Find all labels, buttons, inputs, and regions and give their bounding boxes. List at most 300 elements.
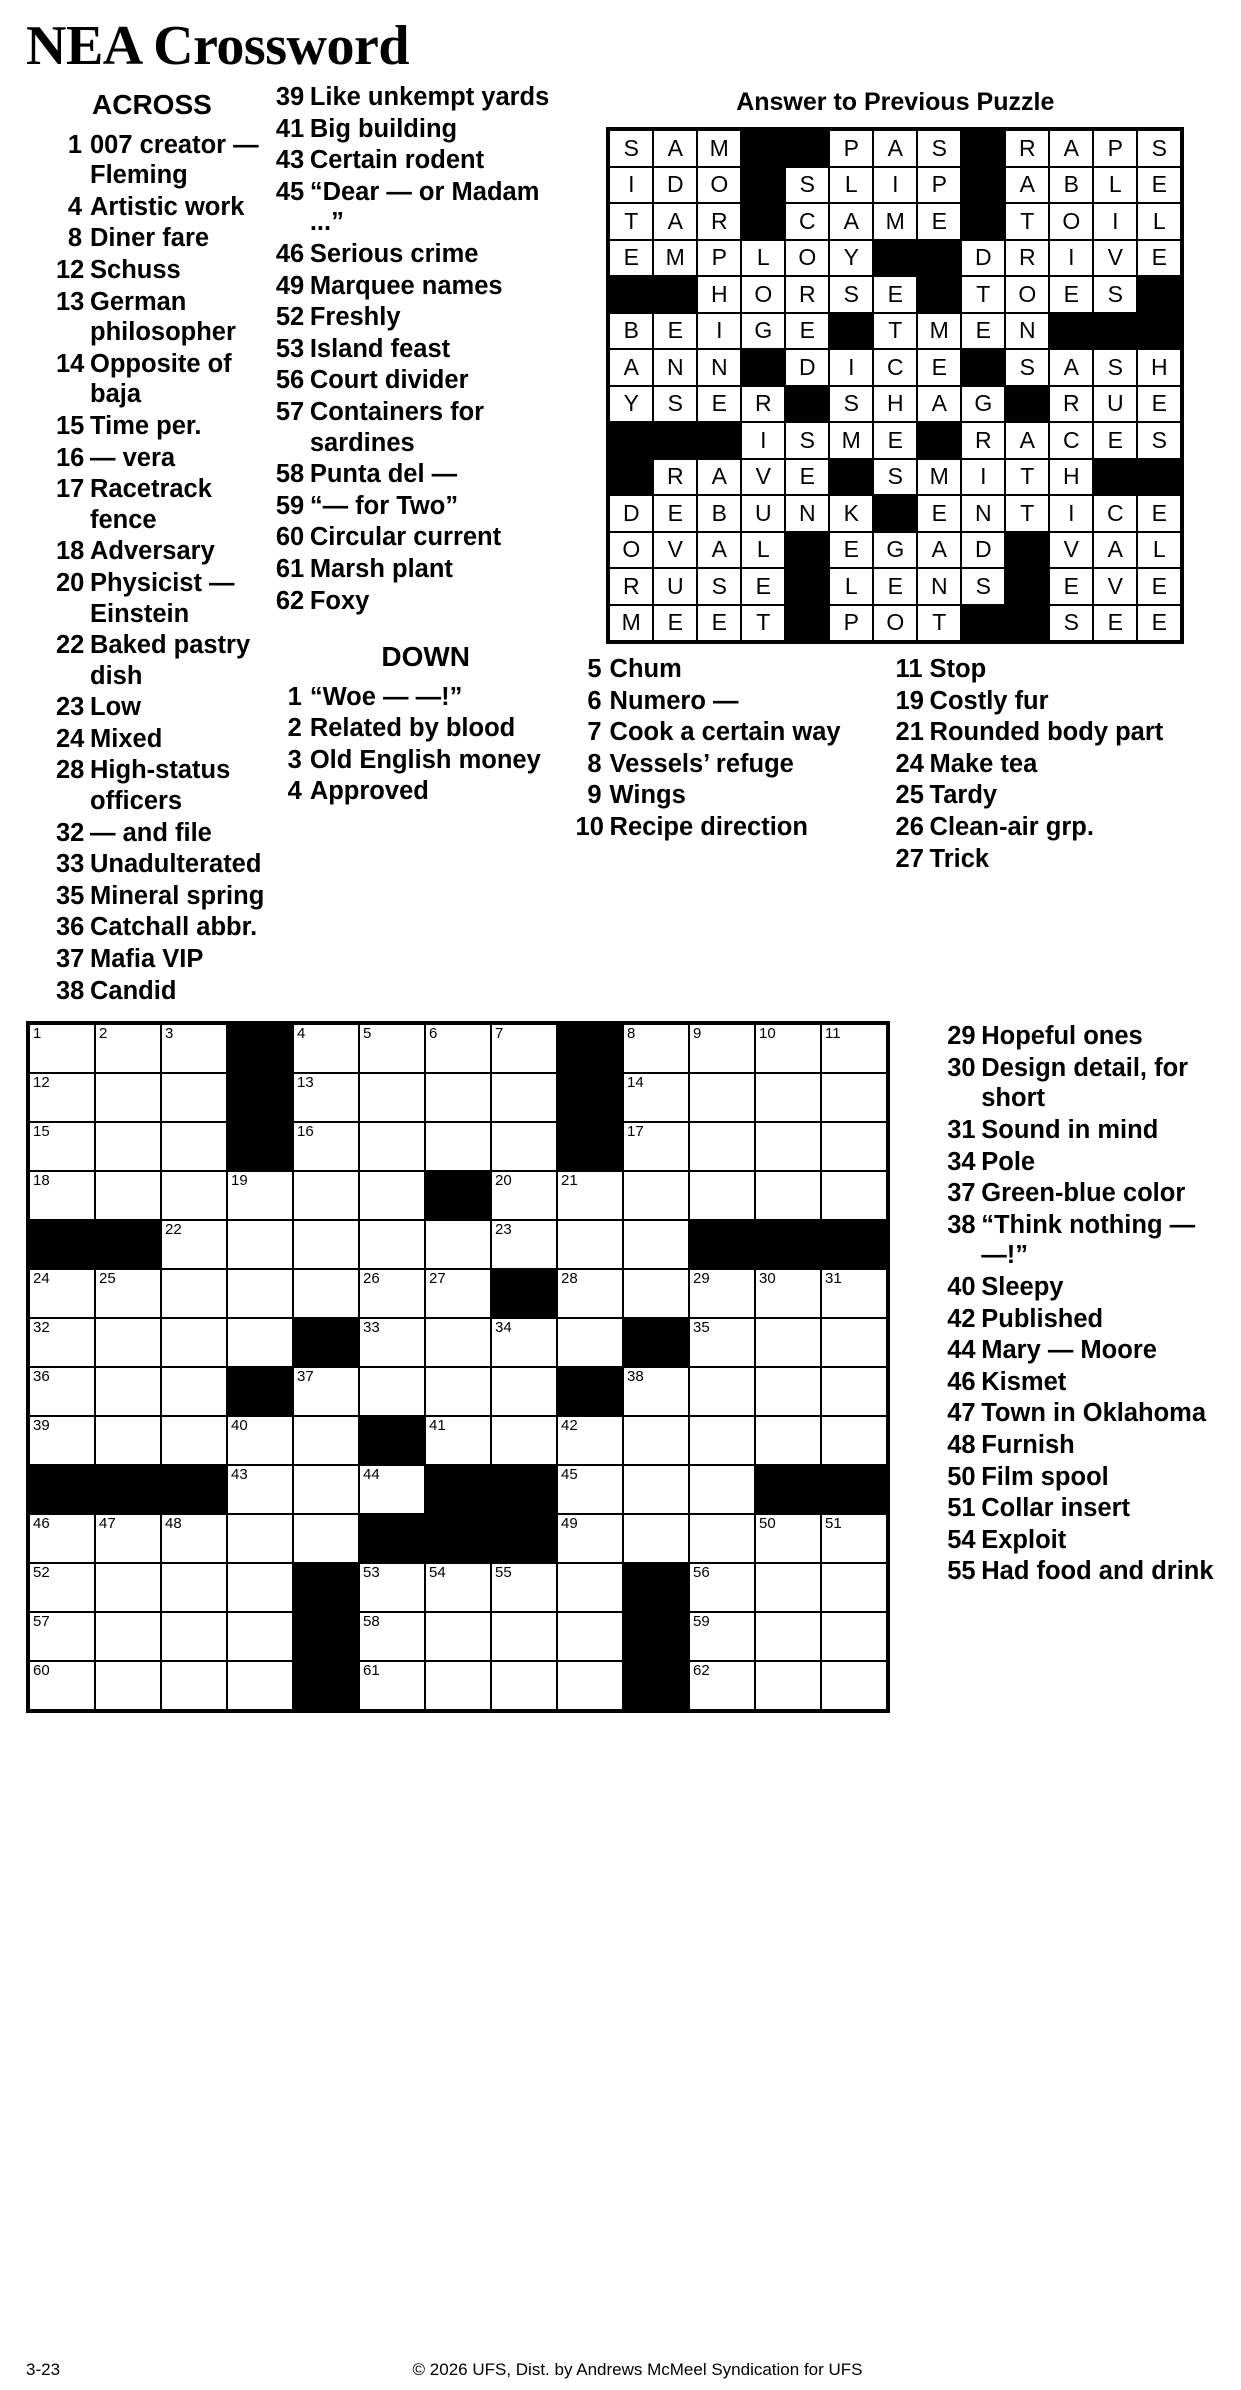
answer-letter-cell: O [873, 605, 917, 642]
puzzle-cell[interactable] [161, 1514, 227, 1563]
puzzle-cell[interactable] [95, 1318, 161, 1367]
puzzle-cell[interactable] [755, 1171, 821, 1220]
puzzle-cell[interactable] [425, 1367, 491, 1416]
puzzle-cell[interactable] [359, 1465, 425, 1514]
puzzle-cell[interactable] [623, 1367, 689, 1416]
clue-number: 39 [275, 83, 305, 111]
puzzle-cell[interactable] [29, 1661, 95, 1710]
puzzle-cell[interactable] [29, 1122, 95, 1171]
clue-text: Numero — [609, 686, 739, 715]
puzzle-cell[interactable] [425, 1073, 491, 1122]
puzzle-cell-number: 17 [627, 1123, 644, 1141]
answer-block-cell [1005, 532, 1049, 569]
puzzle-cell[interactable] [227, 1514, 293, 1563]
puzzle-cell[interactable] [491, 1073, 557, 1122]
answer-letter-cell: H [1049, 459, 1093, 496]
puzzle-cell[interactable] [491, 1612, 557, 1661]
puzzle-cell[interactable] [755, 1612, 821, 1661]
puzzle-cell-number: 47 [99, 1515, 116, 1533]
puzzle-block-cell [359, 1416, 425, 1465]
puzzle-cell-number: 26 [363, 1270, 380, 1288]
answer-letter-cell: E [1093, 605, 1137, 642]
puzzle-cell[interactable] [821, 1171, 887, 1220]
puzzle-cell[interactable] [689, 1465, 755, 1514]
puzzle-cell[interactable] [29, 1073, 95, 1122]
across-heading: ACROSS [92, 89, 212, 120]
puzzle-cell[interactable] [29, 1269, 95, 1318]
puzzle-cell[interactable] [623, 1024, 689, 1073]
puzzle-cell[interactable] [755, 1318, 821, 1367]
clue-item [276, 302, 576, 333]
puzzle-cell[interactable] [95, 1563, 161, 1612]
clue-number: 34 [947, 1147, 976, 1176]
puzzle-cell[interactable] [29, 1367, 95, 1416]
puzzle-cell[interactable] [755, 1269, 821, 1318]
puzzle-cell[interactable] [689, 1416, 755, 1465]
puzzle-cell[interactable] [557, 1220, 623, 1269]
answer-block-cell [1093, 313, 1137, 350]
down-clues-column-3-bottom [925, 1021, 1215, 1588]
puzzle-cell[interactable] [425, 1563, 491, 1612]
answer-letter-cell: S [1137, 130, 1181, 167]
answer-heading: Answer to Previous Puzzle [736, 88, 1055, 116]
clue-text: Big building [309, 114, 458, 143]
clue-number: 38 [56, 976, 85, 1005]
clue-number: 7 [587, 718, 602, 747]
answer-letter-cell: A [1049, 130, 1093, 167]
answer-block-cell [917, 240, 961, 277]
clue-item [947, 1493, 1215, 1524]
clue-number: 26 [895, 812, 924, 841]
puzzle-cell[interactable] [95, 1367, 161, 1416]
answer-letter-cell: N [697, 349, 741, 386]
puzzle-cell[interactable] [95, 1073, 161, 1122]
clue-number: 23 [56, 693, 85, 722]
puzzle-cell[interactable] [425, 1024, 491, 1073]
answer-letter-cell: I [873, 167, 917, 204]
puzzle-block-cell [425, 1514, 491, 1563]
puzzle-cell-number: 22 [165, 1221, 182, 1239]
clue-text: Mafia VIP [90, 945, 204, 974]
clue-item [896, 654, 1176, 685]
puzzle-cell[interactable] [29, 1612, 95, 1661]
puzzle-cell[interactable] [227, 1171, 293, 1220]
answer-letter-cell: I [697, 313, 741, 350]
puzzle-cell[interactable] [161, 1318, 227, 1367]
puzzle-cell[interactable] [359, 1367, 425, 1416]
puzzle-cell[interactable] [689, 1024, 755, 1073]
puzzle-cell[interactable] [95, 1514, 161, 1563]
puzzle-cell[interactable] [755, 1367, 821, 1416]
answer-letter-cell: V [1093, 240, 1137, 277]
puzzle-cell[interactable] [557, 1269, 623, 1318]
puzzle-cell-number: 39 [33, 1417, 50, 1435]
puzzle-cell[interactable] [821, 1122, 887, 1171]
puzzle-cell[interactable] [755, 1073, 821, 1122]
puzzle-cell[interactable] [293, 1073, 359, 1122]
puzzle-cell[interactable] [227, 1465, 293, 1514]
clue-number: 33 [56, 850, 85, 879]
puzzle-cell[interactable] [755, 1514, 821, 1563]
puzzle-cell[interactable] [227, 1318, 293, 1367]
puzzle-cell[interactable] [623, 1269, 689, 1318]
puzzle-cell[interactable] [293, 1416, 359, 1465]
puzzle-cell[interactable] [689, 1073, 755, 1122]
puzzle-cell[interactable] [293, 1465, 359, 1514]
answer-letter-cell: E [917, 495, 961, 532]
clue-text: Kismet [981, 1367, 1067, 1396]
puzzle-cell[interactable] [557, 1514, 623, 1563]
clue-text: “Think nothing — —!” [981, 1210, 1196, 1270]
puzzle-cell[interactable] [359, 1073, 425, 1122]
puzzle-cell[interactable] [161, 1220, 227, 1269]
puzzle-cell[interactable] [689, 1661, 755, 1710]
puzzle-cell[interactable] [95, 1122, 161, 1171]
puzzle-cell[interactable] [425, 1220, 491, 1269]
clue-number: 17 [56, 475, 85, 504]
puzzle-cell[interactable] [29, 1514, 95, 1563]
puzzle-block-cell [491, 1269, 557, 1318]
puzzle-cell[interactable] [95, 1269, 161, 1318]
puzzle-cell[interactable] [689, 1612, 755, 1661]
clue-text: Had food and drink [981, 1557, 1214, 1586]
puzzle-cell-number: 49 [561, 1515, 578, 1533]
puzzle-cell-number: 54 [429, 1564, 446, 1582]
clue-text: Serious crime [309, 239, 479, 268]
answer-letter-cell: L [1137, 532, 1181, 569]
clue-number: 37 [56, 945, 85, 974]
answer-block-cell [741, 167, 785, 204]
clue-text: Collar insert [981, 1494, 1131, 1523]
puzzle-cell[interactable] [689, 1367, 755, 1416]
answer-letter-cell: P [829, 605, 873, 642]
clue-number: 54 [947, 1525, 976, 1554]
puzzle-cell[interactable] [491, 1122, 557, 1171]
puzzle-block-cell [557, 1024, 623, 1073]
clue-text: Town in Oklahoma [981, 1399, 1207, 1428]
puzzle-cell[interactable] [95, 1416, 161, 1465]
puzzle-cell-number: 2 [99, 1025, 108, 1043]
puzzle-cell-number: 50 [759, 1515, 776, 1533]
clue-text: Green-blue color [981, 1179, 1186, 1208]
answer-block-cell [1005, 605, 1049, 642]
answer-block-cell [741, 203, 785, 240]
puzzle-cell[interactable] [491, 1024, 557, 1073]
clue-item [56, 443, 276, 474]
puzzle-cell[interactable] [293, 1514, 359, 1563]
puzzle-cell[interactable] [161, 1122, 227, 1171]
answer-letter-cell: L [741, 532, 785, 569]
clue-item [947, 1053, 1215, 1114]
answer-letter-cell: E [873, 422, 917, 459]
puzzle-cell-number: 13 [297, 1074, 314, 1092]
puzzle-grid[interactable] [26, 1021, 890, 1713]
clue-item [947, 1021, 1215, 1052]
puzzle-cell-number: 38 [627, 1368, 644, 1386]
clue-number: 29 [947, 1022, 976, 1051]
puzzle-cell[interactable] [161, 1269, 227, 1318]
answer-letter-cell: M [917, 313, 961, 350]
puzzle-cell[interactable] [821, 1024, 887, 1073]
puzzle-cell[interactable] [623, 1073, 689, 1122]
clue-text: Recipe direction [609, 812, 808, 841]
puzzle-cell[interactable] [491, 1416, 557, 1465]
puzzle-cell-number: 7 [495, 1025, 504, 1043]
clue-item [56, 849, 276, 880]
puzzle-cell[interactable] [821, 1563, 887, 1612]
puzzle-cell[interactable] [623, 1514, 689, 1563]
puzzle-cell[interactable] [755, 1563, 821, 1612]
puzzle-cell[interactable] [821, 1073, 887, 1122]
clue-number: 1 [67, 130, 82, 159]
clue-number: 46 [275, 239, 305, 268]
clue-item [947, 1398, 1215, 1429]
puzzle-cell[interactable] [557, 1661, 623, 1710]
puzzle-cell[interactable] [689, 1269, 755, 1318]
puzzle-cell[interactable] [623, 1171, 689, 1220]
answer-letter-cell: A [1005, 167, 1049, 204]
puzzle-block-cell [491, 1514, 557, 1563]
answer-letter-cell: M [697, 130, 741, 167]
puzzle-cell-number: 5 [363, 1025, 372, 1043]
answer-letter-cell: D [785, 349, 829, 386]
puzzle-cell[interactable] [623, 1220, 689, 1269]
puzzle-block-cell [161, 1465, 227, 1514]
puzzle-cell[interactable] [161, 1612, 227, 1661]
puzzle-block-cell [821, 1220, 887, 1269]
puzzle-cell[interactable] [359, 1612, 425, 1661]
puzzle-cell[interactable] [821, 1269, 887, 1318]
answer-letter-cell: A [917, 532, 961, 569]
puzzle-cell[interactable] [755, 1122, 821, 1171]
answer-letter-cell: N [961, 495, 1005, 532]
clue-number: 20 [56, 568, 85, 597]
clue-text: Court divider [309, 366, 469, 395]
puzzle-cell-number: 33 [363, 1319, 380, 1337]
puzzle-cell[interactable] [161, 1563, 227, 1612]
answer-letter-cell: S [697, 568, 741, 605]
puzzle-cell[interactable] [557, 1416, 623, 1465]
puzzle-block-cell [623, 1612, 689, 1661]
puzzle-cell[interactable] [95, 1171, 161, 1220]
clue-number: 24 [895, 749, 924, 778]
puzzle-cell[interactable] [29, 1171, 95, 1220]
puzzle-cell[interactable] [557, 1563, 623, 1612]
puzzle-cell[interactable] [821, 1367, 887, 1416]
clue-item [276, 334, 576, 365]
puzzle-cell[interactable] [689, 1171, 755, 1220]
puzzle-cell[interactable] [821, 1318, 887, 1367]
clue-text: Physicist — Einstein [90, 568, 235, 628]
clue-number: 6 [587, 686, 602, 715]
answer-block-cell [917, 422, 961, 459]
clue-number: 38 [947, 1210, 976, 1239]
puzzle-cell[interactable] [161, 1661, 227, 1710]
puzzle-cell[interactable] [227, 1563, 293, 1612]
puzzle-cell[interactable] [359, 1269, 425, 1318]
puzzle-cell[interactable] [689, 1122, 755, 1171]
answer-letter-cell: B [609, 313, 653, 350]
puzzle-cell-number: 10 [759, 1025, 776, 1043]
answer-letter-cell: M [917, 459, 961, 496]
clue-item [56, 349, 276, 410]
puzzle-cell[interactable] [425, 1318, 491, 1367]
answer-letter-cell: R [785, 276, 829, 313]
puzzle-cell[interactable] [227, 1220, 293, 1269]
puzzle-cell[interactable] [491, 1661, 557, 1710]
clue-text: Like unkempt yards [309, 83, 550, 111]
puzzle-cell[interactable] [161, 1073, 227, 1122]
puzzle-cell[interactable] [821, 1612, 887, 1661]
puzzle-cell[interactable] [821, 1416, 887, 1465]
puzzle-cell[interactable] [359, 1220, 425, 1269]
puzzle-cell[interactable] [227, 1661, 293, 1710]
puzzle-cell[interactable] [557, 1612, 623, 1661]
puzzle-cell[interactable] [161, 1171, 227, 1220]
clue-text: Adversary [90, 537, 215, 566]
answer-letter-cell: R [741, 386, 785, 423]
puzzle-cell[interactable] [689, 1318, 755, 1367]
puzzle-cell-number: 4 [297, 1025, 306, 1043]
puzzle-cell[interactable] [755, 1416, 821, 1465]
puzzle-cell[interactable] [491, 1318, 557, 1367]
clue-text: Racetrack fence [90, 475, 212, 534]
puzzle-cell-number: 45 [561, 1466, 578, 1484]
answer-letter-cell: L [1137, 203, 1181, 240]
puzzle-cell[interactable] [95, 1024, 161, 1073]
puzzle-cell[interactable] [557, 1171, 623, 1220]
answer-letter-cell: S [829, 276, 873, 313]
puzzle-cell[interactable] [293, 1269, 359, 1318]
puzzle-cell[interactable] [359, 1024, 425, 1073]
puzzle-cell-number: 41 [429, 1417, 446, 1435]
puzzle-cell-number: 14 [627, 1074, 644, 1092]
puzzle-cell[interactable] [491, 1220, 557, 1269]
answer-letter-cell: E [1049, 568, 1093, 605]
puzzle-cell[interactable] [293, 1122, 359, 1171]
puzzle-cell[interactable] [29, 1416, 95, 1465]
puzzle-cell[interactable] [425, 1269, 491, 1318]
answer-letter-cell: S [961, 568, 1005, 605]
clue-item [56, 724, 276, 755]
puzzle-cell[interactable] [161, 1367, 227, 1416]
puzzle-cell[interactable] [689, 1563, 755, 1612]
answer-letter-cell: Y [609, 386, 653, 423]
puzzle-cell[interactable] [491, 1367, 557, 1416]
puzzle-cell[interactable] [161, 1416, 227, 1465]
puzzle-cell[interactable] [293, 1220, 359, 1269]
puzzle-cell-number: 40 [231, 1417, 248, 1435]
puzzle-cell[interactable] [425, 1416, 491, 1465]
clue-text: Circular current [309, 523, 502, 552]
answer-letter-cell: A [653, 203, 697, 240]
puzzle-cell[interactable] [623, 1416, 689, 1465]
puzzle-cell[interactable] [821, 1514, 887, 1563]
answer-letter-cell: T [1005, 495, 1049, 532]
answer-letter-cell: V [1049, 532, 1093, 569]
answer-block-cell [785, 532, 829, 569]
answer-letter-cell: P [829, 130, 873, 167]
clue-item [896, 844, 1176, 875]
puzzle-cell[interactable] [29, 1563, 95, 1612]
answer-letter-cell: S [653, 386, 697, 423]
puzzle-cell[interactable] [95, 1661, 161, 1710]
puzzle-cell[interactable] [755, 1024, 821, 1073]
clue-item [576, 717, 896, 748]
clue-number: 16 [56, 443, 85, 472]
puzzle-cell[interactable] [425, 1122, 491, 1171]
puzzle-cell[interactable] [359, 1661, 425, 1710]
puzzle-cell[interactable] [689, 1514, 755, 1563]
puzzle-cell[interactable] [227, 1612, 293, 1661]
puzzle-cell[interactable] [821, 1661, 887, 1710]
puzzle-cell[interactable] [29, 1318, 95, 1367]
puzzle-cell[interactable] [359, 1171, 425, 1220]
puzzle-cell[interactable] [425, 1661, 491, 1710]
puzzle-cell[interactable] [359, 1563, 425, 1612]
answer-letter-cell: A [1005, 422, 1049, 459]
puzzle-cell[interactable] [227, 1269, 293, 1318]
clue-text: Pole [981, 1147, 1036, 1176]
page-title: NEA Crossword [26, 15, 409, 77]
puzzle-block-cell [95, 1220, 161, 1269]
puzzle-cell-number: 8 [627, 1025, 636, 1043]
puzzle-cell-number: 52 [33, 1564, 50, 1582]
clue-item [896, 686, 1176, 717]
puzzle-block-cell [227, 1073, 293, 1122]
puzzle-cell[interactable] [557, 1318, 623, 1367]
puzzle-cell-number: 37 [297, 1368, 314, 1386]
clue-item [947, 1430, 1215, 1461]
puzzle-cell-number: 29 [693, 1270, 710, 1288]
clue-item [56, 223, 276, 254]
puzzle-cell[interactable] [293, 1367, 359, 1416]
puzzle-cell[interactable] [557, 1465, 623, 1514]
puzzle-cell[interactable] [161, 1024, 227, 1073]
puzzle-cell[interactable] [293, 1024, 359, 1073]
answer-letter-cell: U [741, 495, 785, 532]
clue-number: 44 [947, 1336, 976, 1365]
puzzle-cell[interactable] [359, 1318, 425, 1367]
answer-block-cell [1137, 313, 1181, 350]
clue-item [947, 1147, 1215, 1178]
clue-item [56, 881, 276, 912]
answer-letter-cell: M [829, 422, 873, 459]
puzzle-cell[interactable] [755, 1661, 821, 1710]
answer-block-cell [609, 422, 653, 459]
puzzle-cell[interactable] [227, 1416, 293, 1465]
puzzle-cell[interactable] [491, 1563, 557, 1612]
puzzle-cell[interactable] [491, 1171, 557, 1220]
puzzle-block-cell [293, 1563, 359, 1612]
puzzle-cell-number: 15 [33, 1123, 50, 1141]
puzzle-cell[interactable] [425, 1612, 491, 1661]
puzzle-cell[interactable] [95, 1612, 161, 1661]
puzzle-cell-number: 12 [33, 1074, 50, 1092]
clue-item [56, 818, 276, 849]
puzzle-cell[interactable] [293, 1171, 359, 1220]
puzzle-cell[interactable] [359, 1122, 425, 1171]
puzzle-block-cell [293, 1661, 359, 1710]
clue-item [56, 630, 276, 691]
puzzle-cell-number: 20 [495, 1172, 512, 1190]
clue-item [276, 682, 576, 713]
clue-item [276, 713, 576, 744]
answer-letter-cell: R [697, 203, 741, 240]
puzzle-cell[interactable] [623, 1465, 689, 1514]
puzzle-cell[interactable] [29, 1024, 95, 1073]
puzzle-cell[interactable] [623, 1122, 689, 1171]
